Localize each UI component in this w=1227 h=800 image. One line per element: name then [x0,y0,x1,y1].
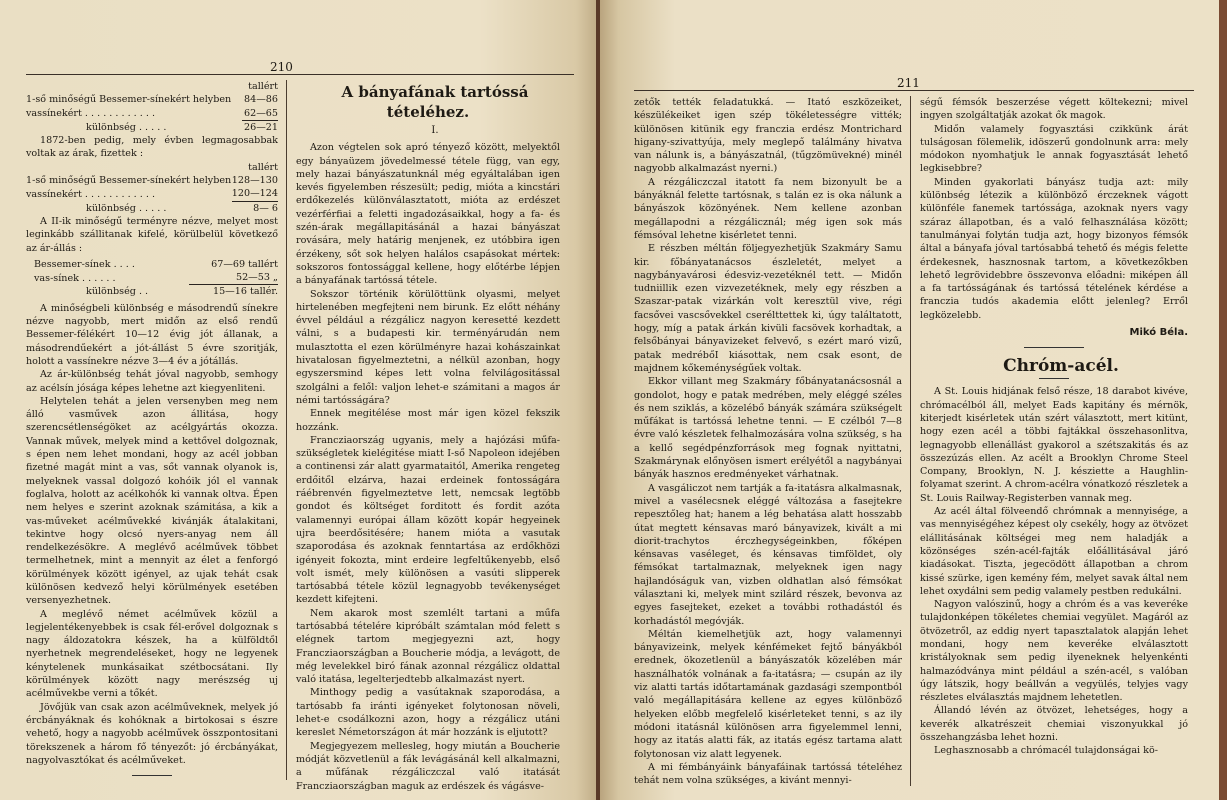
paragraph: Állandó lévén az ötvözet, lehetséges, hogy a keverék alkatrészeit chemiai viszonyukkal jó összehangzásba lehet hozni. [920,705,1188,744]
paragraph: Minthogy pedig a vasútaknak szaporodása, a tartósabb fa iránti igényeket folytonosan növeli, lehet-e csodálkozni azon, hogy a rézgálicz utáni kereslet Németországon át már hozzánk is eljutott? [296,687,560,739]
paragraph: Megjegyezem mellesleg, hogy miután a Boucherie módját közvetlenül a fák levágásánál kell alkalmazni, a műfának rézgáliczczal való itatását Francziaországban maguk az erdészek és vágásve- [296,740,560,792]
left-column-1 [26,80,278,784]
right-page [600,0,1227,800]
table-row: 1-ső minőségű Bessemer-sínekért helyben 84—86 [26,94,278,106]
table-row: Bessemer-sínek . . . . 67—69 tallért [34,258,278,270]
price-table-2 [26,174,278,215]
paragraph: E részben méltán följegyezhetjük Szakmáry Samu kir. főbányatanácsos észleletét, melyet a nagybányavárosi édesviz-vezetéknél tett. — Midőn tudniillik ezen vizvezetéknek, mely egy részben a Szaszar-patak vizárkán volt keresztül vive, régi facsővei vascsővekkel cserélttettek ki, úgy találtatott, hogy, míg a patak árkán kivüli facsövek korhadtak, a felsőbányai bányavizeket felvevő, s ezért maró vizű, patak medrébőI kiásottak, nem csak esont, de majdnem kőkeménységűek voltak. [634,243,902,374]
paragraph: 1872-ben pedig, mely évben legmagosabbak voltak az árak, fizettek : [26,135,278,160]
article-title: A bányafának tartóssá tételéhez. [341,83,529,121]
right-column-2 [920,96,1188,758]
paragraph: Nem akarok most szemlélt tartani a műfa tartósabbá tételére kipróbált számtalan mód felett s elégnek tartom megjegyezni azt, hogy Francziaországban a Boucherie módja, a levágott, de még levelekkel biró fának azonnal rézgálicz oldattal való itatása, legelterjedtebb alkalmazást nyert. [296,607,560,686]
title-rule [1039,378,1069,379]
paragraph: zetők tették feladatukká. — Itató eszközeiket, készülékeiket igen szép tökéletességre vitték; különösen kitünik egy franczia erdész Montrichard higany-szivattyúja, mely meglepő találmány hivatva van nálunk is, a bányászatnál, (tűgzömüvekné) minél nagyobb alkalmazást nyerni.) [634,97,902,175]
price-table-1 [26,93,278,134]
paragraph: Midőn valamely fogyasztási czikkünk árát tulságosan fölemelik, idöszerű gondolnunk arra: mely módokon nyomhatjuk le annak fogyasztását lehető legkisebbre? [920,123,1188,175]
paragraph: Az ár-különbség tehát jóval nagyobb, semhogy az acélsín jósága képes lehetne azt kiegyenliteni. [26,369,278,394]
section-rule [1024,347,1084,348]
table-row: különbség . . 15—16 tallér. [86,286,278,298]
paragraph: A meglévő német acélművek közül a legjelentékenyebbek is csak fél-erővel dolgoznak s nagy áldozatokra készek, ha a külföldtől nyerhetnek megrendeléseket, hogy ne legyenek kénytelenek munkásaikat szétbocsátani. Ily körülmények között nagy merészség uj acélművekbe verni a tőkét. [26,608,278,700]
page-number: 211 [897,76,920,90]
end-rule [132,775,172,776]
paragraph: Minden gyakorlati bányász tudja azt: mily különbség létezik a különböző érczeknek vágott különféle fanemek tartóssága, azoknak nyers vagy száraz állapotban, és a való felhasználása között; tanulmányai folytán tudja azt, hogy bizonyos fémsók által a bányafa jóval tartósabbá tehető és mégis felette érdekesnek, hasznosnak tartom, a következőkben lehető legrövidebbre összevonva előadni: miképen áll a fa tartósságának és tartóssá tételének kérdése a franczia tudós akademia előtt jelenleg? Erről legközelebb. [920,176,1188,321]
author-signature: Mikó Béla. [1129,327,1188,339]
table-row: vassínekért . . . . . . . . . . . . 120—124 [26,188,278,200]
paragraph: Sokszor történik körülöttünk olyasmi, melyet hirtelenében megfejteni nem birunk. Ez előtt néhány évvel például a rézgálicz nagyon keresetté kezdett válni, s a budapesti kir. terményárudán nem mulasztotta el ezen körülményre hazai kohászainkat hivatalosan figyelmeztetni, a nélkül azonban, hogy egyszersmind képes lett volna felvilágositással szolgálni a felől: valjon lehet-e számitani a magos ár némi tartósságára? [296,288,560,406]
paragraph: Ennek megitélése most már igen közel fekszik hozzánk. [296,408,560,433]
paragraph: Nagyon valószinű, hogy a chróm és a vas keveréke tulajdonképen tökéletes chemiai vegyület. Magáról az ötvözetről, az eddig nyert tapasztalatok alapján lehet mondani, hogy nem keveréke elválasztott kristályoknak sem pedig ilyeneknek helyenkénti halmazódványa mint például a szén-acél, s valóban úgy látszik, hogy beállván a vegyülés, telyjes vagy részletes elválasztás majdnem lehetetlen. [920,599,1188,704]
paragraph: Ekkor villant meg Szakmáry főbányatanácsosnál a gondolot, hogy e patak medrében, mely eléggé széles és nem sziklás, a közelébő bányák számára szükségelt műfákat is tartóssá lehetne tenni. — E czélból 7—8 évre való készletek felhalmozására volna szükség, s ha a kellő segédpénzforrások meg fognak nyittatni, Szakmárynak előnyösen ismert erélyétől a nagybányai bányák hasznos eredményeket várhatnak. [634,376,902,481]
table-unit: tallért [248,81,278,92]
table-row: különbség . . . . . 26—21 [86,121,278,133]
page-number: 210 [270,60,293,74]
paragraph: A St. Louis hidjának felső része, 18 darabot kivéve, chrómacélból áll, melyet Eads kapitány és mérnök, kiterjedt kisérletek után szért választott, mert kitünt, hogy ezen acél a többi fajtákkal összehasonlitva, legnagyobb ellenállást gyakorol a szétszakitás és az összezúzás ellen. Az acélt a Brooklyn Chrome Steel Company, Brooklyn, N. J. késziette a Haughlin-folyamat szerint. A chrom-acélra vónatkozó részletek a St. Louis Railway-Registerben vannak meg. [920,386,1188,504]
header-rule [634,90,1194,91]
right-column-1 [634,96,902,787]
paragraph: Francziaország ugyanis, mely a hajózási műfa-szükségletek kielégitése miatt I-ső Napoleon idejében a continensi zár alatt gyarmataitól, Amerika rengeteg erdőitől elzárva, hazai erdeinek fontosságára ráébrenvén figyelmeztetve lett, nemcsak legtöbb gondot és költséget forditott és fordit azóta valamennyi európai állam között kopár hegyeinek ujra beerdősitésére; hanem mióta a vasutak szaporodása és azoknak fenntartása az erdőkhözi igényeit fokozta, mint erdeire legfeltűkenyebb, első volt ismét, mely különösen a vasúti slipperek tartósabbá tétele közül legnagyobb tevékenységet kezdett kifejteni. [296,434,560,606]
table-row: vassínekért . . . . . . . . . . . . 62—65 [26,107,278,120]
left-column-2 [296,80,560,793]
paragraph: Méltán kiemelhetjük azt, hogy valamennyi bányavizeink, melyek kénfémeket fejtő bányákból erednek, ökozetlenül a bányászatók közelében már használhatók volnának a fa-itatásra; — csupán az ily viz alatti tartás időtartamának gazdasági szempontból való megállapitására kellene az egyes különböző helyeken előbb megfelelő kisérleteket tenni, s az ily módoni itatásnál különösen arra figyelemmel lenni, hogy az itatás alatti fák, az itatás egész tartama alatt folytonosan viz alatt legyenek. [634,628,902,760]
paragraph: Jövőjük van csak azon acélműveknek, melyek jó ércbányáknak és kohóknak a birtokosai s észre vehető, hogy a nagyobb acélművek összpontositani törekszenek a három fő tényezőt: jó ércbányákat, nagyolvasztókat és acélműveket. [26,701,278,766]
paragraph: A II-ik minőségű terményre nézve, melyet most leginkább szállitanak kifelé, körülbelül következő az ár-állás : [26,215,278,254]
paragraph: A minőségbeli különbség e másodrendű sínekre nézve nagyobb, mert midőn az első rendű Bessemer-félékért 10—12 évig jót állanak, a másodrendűekért a jót-állást 5 évre szoritják, holott a vassínekre nézve 3—4 év a jótállás. [26,302,278,367]
paragraph: ségű fémsók beszerzése végett költekezni; mivel ingyen szolgáltatják azokat ők magok. [920,97,1188,122]
paragraph: A rézgáliczczal itatott fa nem bizonyult be a bányáknál felette tartósnak, s talán ez is oka nálunk a bányászok közönyének. Nem kellene azonban megállapodni a rézgálicznál; még igen sok más fémsóval lehetne kisérletet tenni. [634,176,902,241]
paragraph: Az acél által fölveendő chrómnak a mennyisége, a vas mennyiségéhez képest oly csekély, hogy az ötvözet elállitásának költségei meg nem haladják a közönséges szén-acél-fajták előállitásával járó kiadásokat. Tiszta, jegecödött állapotban a chrom kissé szürke, igen kemény fém, melyet savak által nem lehet oxydálni sem pedig valamely pestben redukálni. [920,506,1188,597]
paragraph: Helytelen tehát a jelen versenyben meg nem álló vasművek azon állitása, hogy szerencsétlenségöket az acélgyártás okozza. Vannak művek, melyek mind a kettővel dolgoznak, s épen nem lehet mondani, hogy az acél jobban fizetné magát mint a vas, sőt vannak olyanok is, melyeknek vassal dolgozó kohóik jól el vannak foglalva, holott az acélkohók ki vannak oltva. Épen nem helyes e szerint azoknak számitása, a kik a vas-műveket acélművekké kivánják átalakitani, tekintve hogy olcsó nyers-anyag nem áll rendelkezésökre. A meglévő acélművek többet termelhetnek, mint a mennyit az élet a fenforgó körülmények között igényel, az ujak tehát csak különösen kedvező helyi körülmények esetében versenyezhetnek. [26,395,278,607]
table-row: 1-ső minőségű Bessemer-sínekért helyben 128—130 [26,175,278,187]
paragraph: Azon végtelen sok apró tényező között, melyektől egy bányaüzem jövedelmessé tétele függ, van egy, mely hazai bányászatunknál még egyáltalában igen kevés figyelemben részesült; pedig, mióta a kincstári erdőkezelés különválasztatott, mióta az erdészet vezérférfiai a feletti ingadozásaikkal, hogy a fa- és szén-árak megállapitásánál a hazai bányászat rovására, mely határig menjenek, ez utóbbira igen érzékeny, sőt sok helyen halálos csapásokat mértek: sokszoros fontossággal kellene, hogy előtérbe lépjen a bányafának tartóssá tétele. [296,142,560,287]
table-unit: tallért [248,161,278,173]
column-divider [910,96,911,786]
book-edge [1219,0,1227,800]
header-rule [26,74,574,75]
column-divider [286,80,287,780]
paragraph: A vasgáliczot nem tartják a fa-itatásra alkalmasnak, mivel a vasélecsnek eléggé változása a fasejtekre repesztőleg hat; hanem a lég behatása alatt hosszabb útat megtett kénsavas maró bányavizek, kivált a mi diorit-trachytos érczhegységeinkben, főképen kénsavas vaséleget, és kénsavas timföldet, oly fémsókat tartalmaznak, melyeknek igen nagy hajlandóságuk van, vizben oldhatlan alsó fémsókat választani ki, melyek mint szilárd részek, bevonva az egyes fasejteket, ezeket a további rothadástól és korhadástól megóvják. [634,482,902,627]
paragraph: Leghasznosabb a chrómacél tulajdonságai kö- [934,745,1159,757]
article-title: Chróm-acél. [1003,356,1119,377]
price-table-3 [26,258,278,299]
table-row: vas-sínek . . . . . . 52—53 „ [34,272,278,284]
left-page [0,0,600,800]
table-row: különbség . . . . . 8— 6 [86,202,278,214]
section-number: I. [431,125,439,136]
paragraph: A mi fémbányáink bányafáinak tartóssá tételéhez tehát nem volna szükséges, a kivánt mennyi- [634,761,902,787]
